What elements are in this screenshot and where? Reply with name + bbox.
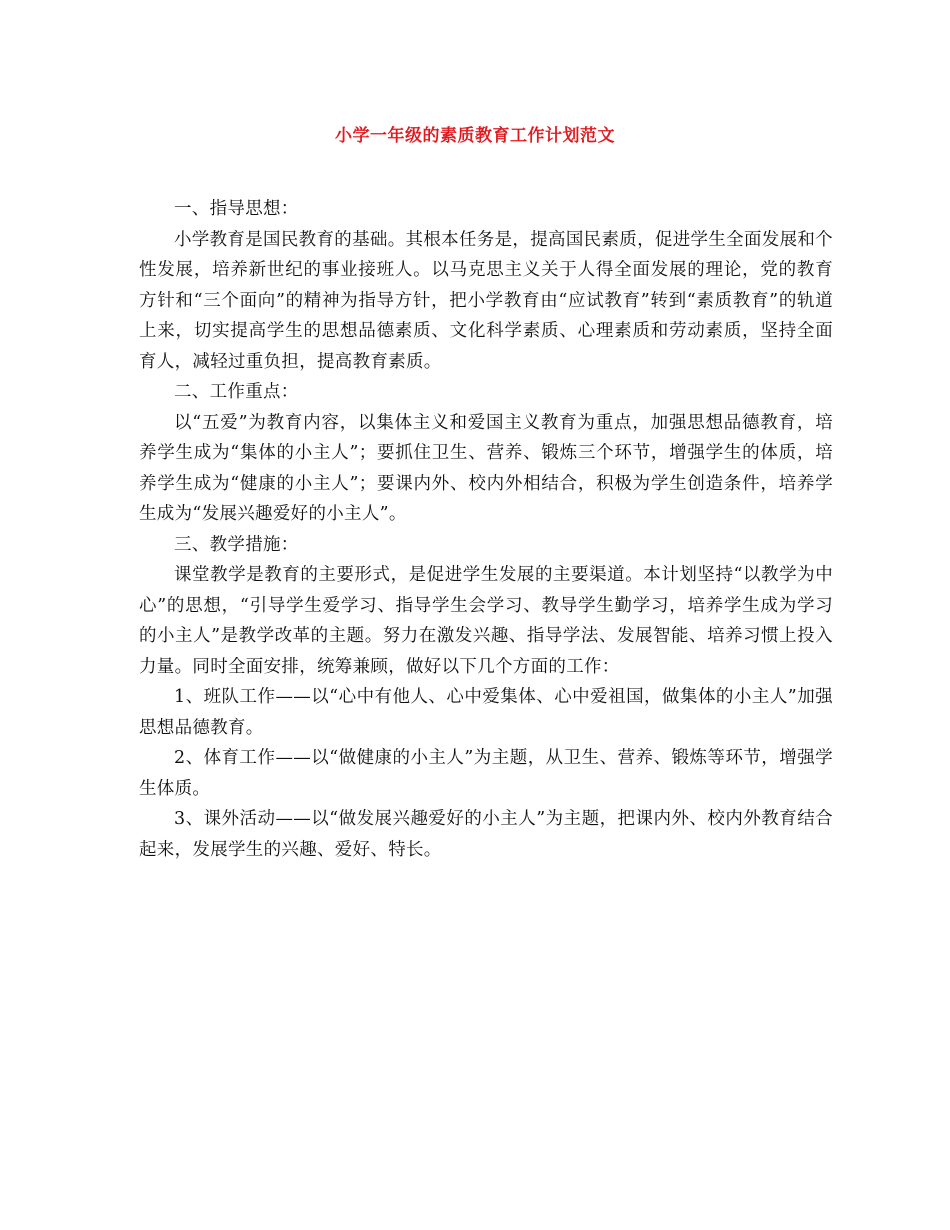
- document-body: [139, 194, 833, 865]
- list-item-class-team-work: 1、班队工作——以“心中有他人、心中爱集体、心中爱祖国，做集体的小主人”加强思想品德教育。: [139, 687, 833, 738]
- section-heading-guiding-ideology: 一、指导思想：: [174, 199, 299, 219]
- paragraph-work-focus: 以“五爱”为教育内容，以集体主义和爱国主义教育为重点，加强思想品德教育，培养学生成为“集体的小主人”；要抓住卫生、营养、锻炼三个环节，增强学生的体质，培养学生成为“健康的小主人”；要课内外、校内外相结合，积极为学生创造条件，培养学生成为“发展兴趣爱好的小主人”。: [139, 412, 833, 524]
- section-heading-teaching-measures: 三、教学措施：: [174, 534, 299, 555]
- paragraph-teaching-measures: 课堂教学是教育的主要形式，是促进学生发展的主要渠道。本计划坚持“以教学为中心”的思想，“引导学生爱学习、指导学生会学习、教导学生勤学习，培养学生成为学习的小主人”是教学改革的主题。努力在激发兴趣、指导学法、发展智能、培养习惯上投入力量。同时全面安排，统筹兼顾，做好以下几个方面的工作：: [139, 565, 833, 677]
- list-item-physical-education: 2、体育工作——以“做健康的小主人”为主题，从卫生、营养、锻炼等环节，增强学生体质。: [139, 748, 833, 799]
- section-heading-work-focus: 二、工作重点：: [174, 382, 299, 402]
- list-item-extracurricular: 3、课外活动——以“做发展兴趣爱好的小主人”为主题，把课内外、校内外教育结合起来，发展学生的兴趣、爱好、特长。: [139, 809, 833, 860]
- paragraph-guiding-ideology: 小学教育是国民教育的基础。其根本任务是，提高国民素质，促进学生全面发展和个性发展，培养新世纪的事业接班人。以马克思主义关于人得全面发展的理论，党的教育方针和“三个面向”的精神为指导方针，把小学教育由“应试教育”转到“素质教育”的轨道上来，切实提高学生的思想品德素质、文化科学素质、心理素质和劳动素质，坚持全面育人，减轻过重负担，提高教育素质。: [139, 229, 833, 372]
- document-title: 小学一年级的素质教育工作计划范文: [335, 126, 615, 146]
